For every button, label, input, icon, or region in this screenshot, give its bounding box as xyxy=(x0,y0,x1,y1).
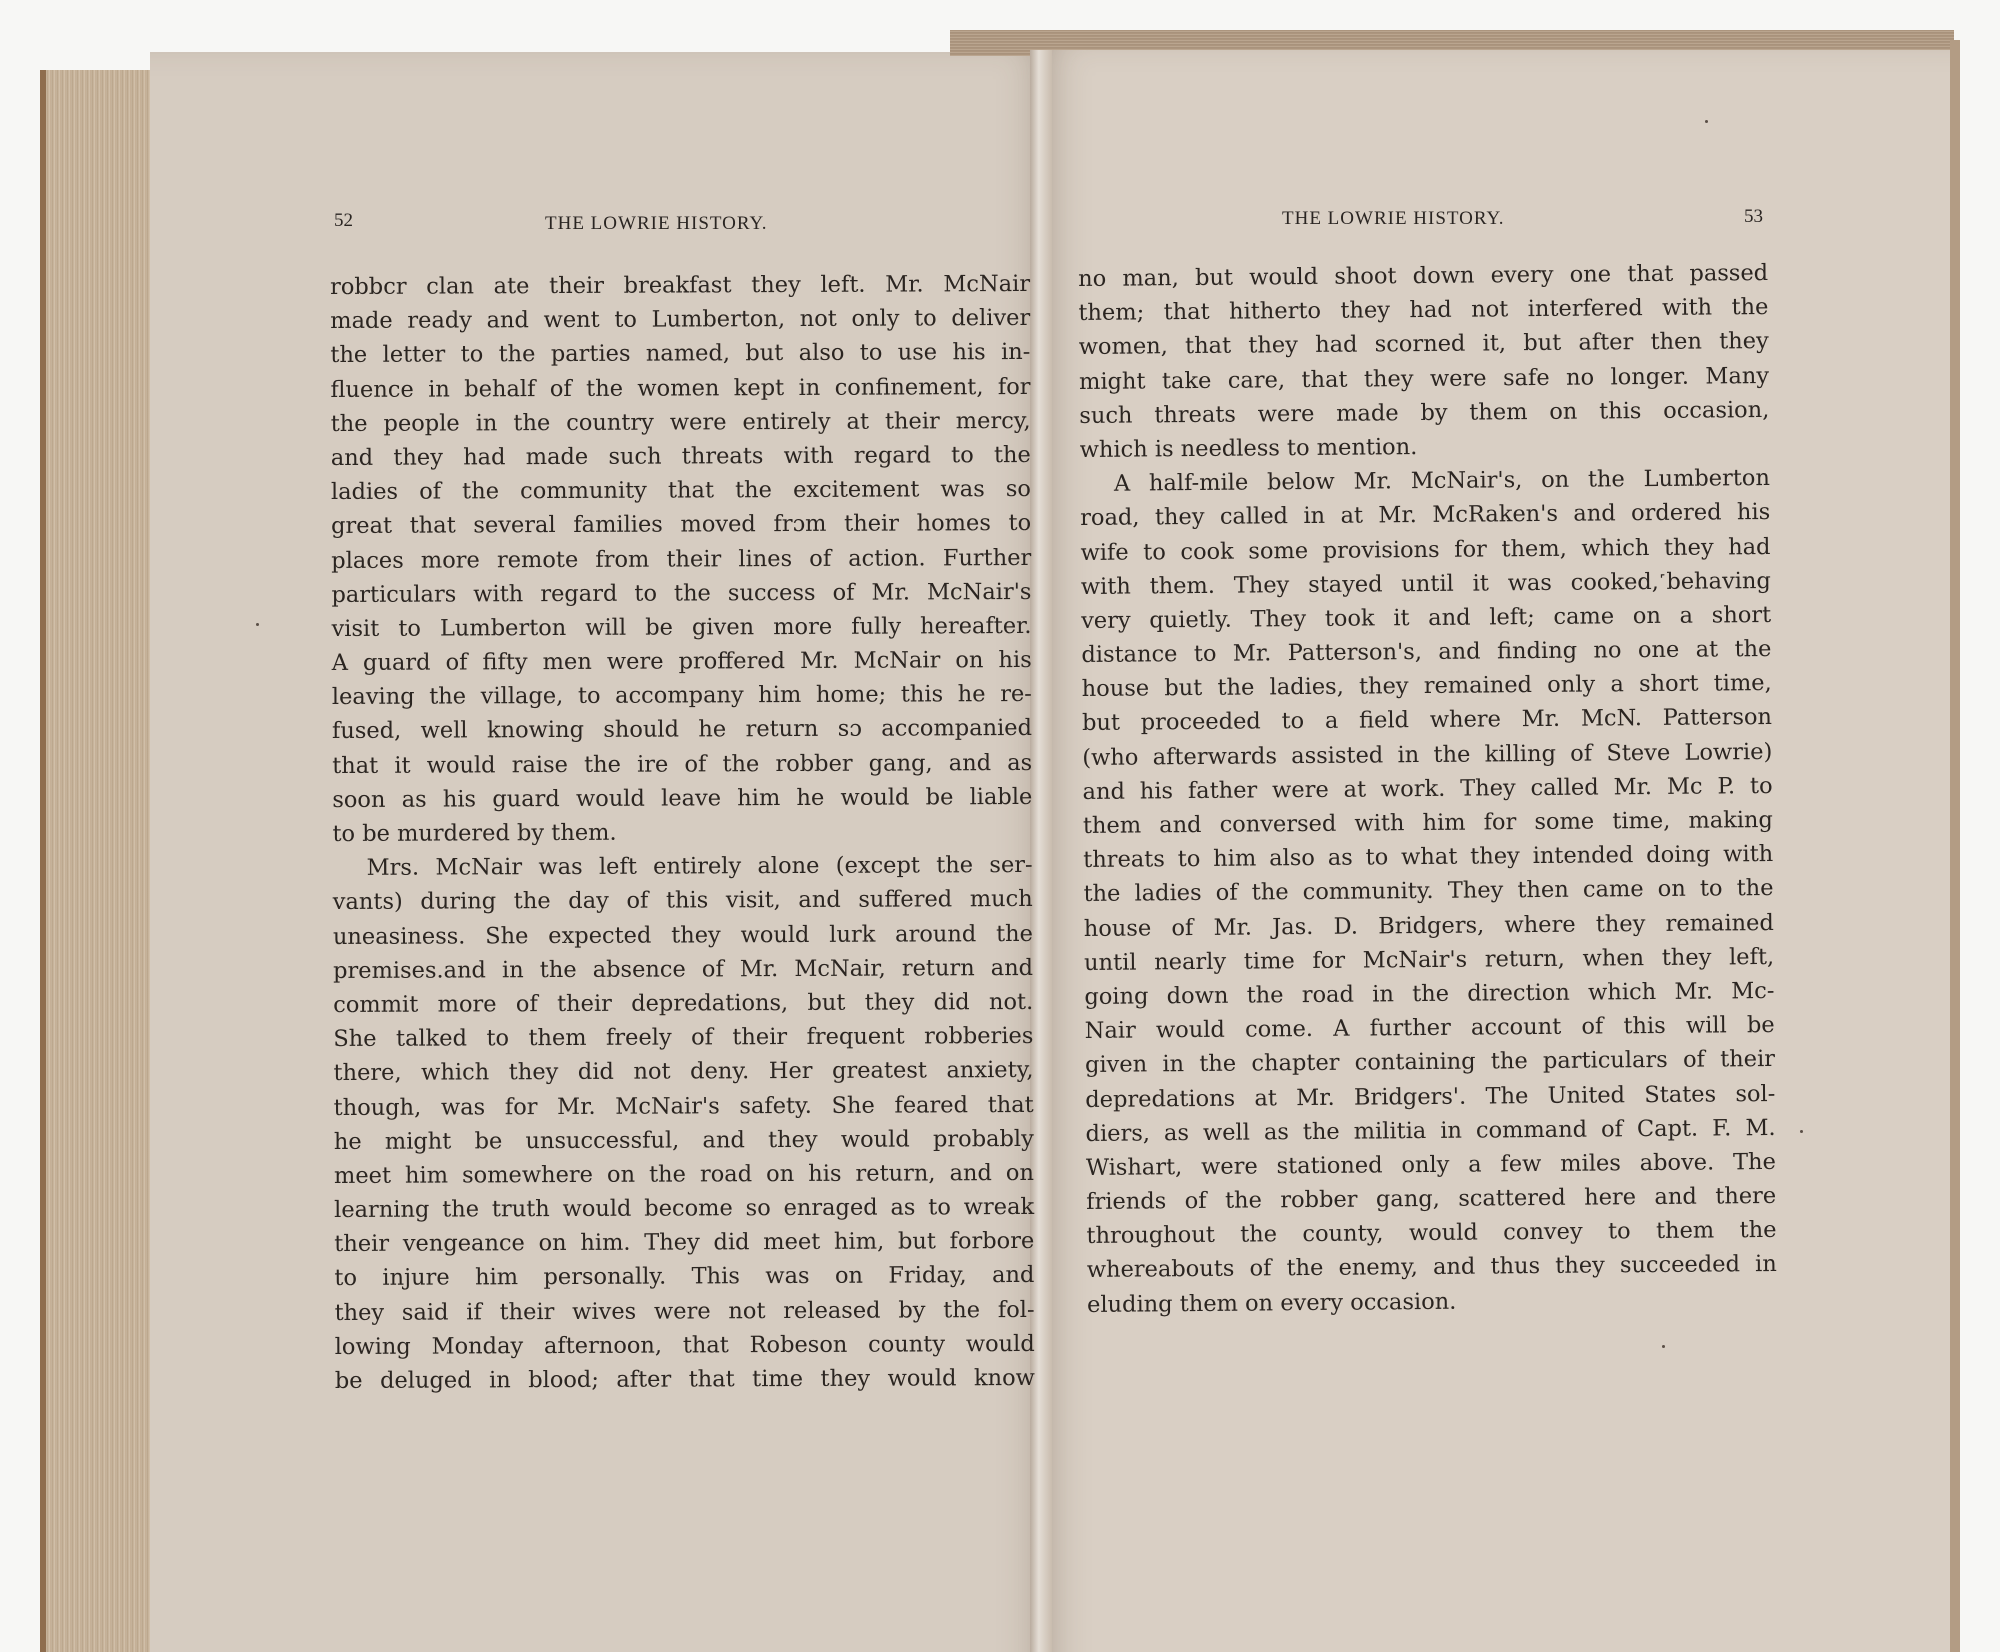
left-running-head: THE LOWRIE HISTORY. xyxy=(545,213,768,234)
text-line: to be murdered by them. xyxy=(332,819,617,847)
text-line: places more remote from their lines of action. Further xyxy=(331,544,1032,574)
text-line: but proceeded to a field where Mr. McN. Patterson xyxy=(1081,704,1773,737)
text-line: A guard of fifty men were proffered Mr. McNair on his xyxy=(331,647,1032,677)
text-line: and they had made such threats with regard to the xyxy=(330,441,1031,471)
text-line: Wishart, were stationed only a few miles above. The xyxy=(1085,1148,1776,1181)
text-line: them and conversed with him for some time, making xyxy=(1082,806,1774,839)
right-running-head: THE LOWRIE HISTORY. xyxy=(1282,208,1505,229)
text-line: depredations at Mr. Bridgers'. The United States sol- xyxy=(1085,1080,1776,1113)
text-line: distance to Mr. Patterson's, and finding no one at the xyxy=(1081,636,1772,669)
text-line: A half-mile below Mr. McNair's, on the Lumberton xyxy=(1113,465,1771,497)
text-line: he might be unsuccessful, and they would probably xyxy=(333,1125,1034,1155)
text-line: house of Mr. Jas. D. Bridgers, where they remained xyxy=(1083,909,1774,942)
left-page-number: 52 xyxy=(334,210,353,231)
text-line: women, that they had scorned it, but after then they xyxy=(1078,328,1769,361)
text-line: (who afterwards assisted in the killing of Steve Lowrie) xyxy=(1082,738,1773,771)
text-line: diers, as well as the militia in command of Capt. F. M. xyxy=(1085,1114,1776,1147)
text-line: that it would raise the ire of the robber gang, and as xyxy=(332,749,1033,779)
text-line: meet him somewhere on the road on his return, and on xyxy=(333,1159,1035,1189)
text-line: house but the ladies, they remained only a short time, xyxy=(1081,670,1772,703)
right-binding-edge xyxy=(1950,40,1960,1652)
text-line: going down the road in the direction which Mr. Mc- xyxy=(1084,977,1775,1010)
text-line: Nair would come. A further account of this will be xyxy=(1084,1012,1775,1045)
text-line: particulars with regard to the success of Mr. McNair's xyxy=(331,578,1032,608)
text-line: made ready and went to Lumberton, not only to deliver xyxy=(330,305,1031,335)
text-line: uneasiness. She expected they would lurk around the xyxy=(332,920,1033,950)
text-line: there, which they did not deny. Her greatest anxiety, xyxy=(333,1057,1034,1087)
text-line: premises.and in the absence of Mr. McNair, return and xyxy=(333,954,1034,984)
text-line: ladies of the community that the excitement was so xyxy=(330,476,1032,506)
left-page-edges xyxy=(40,70,166,1652)
text-line: fluence in behalf of the women kept in confinement, for xyxy=(330,373,1031,403)
text-line: though, was for Mr. McNair's safety. She feared that xyxy=(333,1091,1034,1121)
text-line: the ladies of the community. They then came on to the xyxy=(1083,875,1774,908)
text-line: might take care, that they were safe no longer. Many xyxy=(1078,362,1770,395)
text-line: eluding them on every occasion. xyxy=(1086,1288,1457,1318)
text-line: be deluged in blood; after that time they would know xyxy=(334,1364,1035,1394)
text-line: them; that hitherto they had not interfered with the xyxy=(1078,294,1769,327)
text-line: very quietly. They took it and left; came on a short xyxy=(1081,601,1772,634)
paper-speck xyxy=(1705,120,1708,123)
text-line: no man, but would shoot down every one that passed xyxy=(1078,259,1769,292)
text-line: which is needless to mention. xyxy=(1079,433,1418,463)
text-line: visit to Lumberton will be given more fully hereafter. xyxy=(331,612,1032,642)
text-line: fused, well knowing should he return sɔ accompanied xyxy=(331,715,1033,745)
text-line: road, they called in at Mr. McRaken's and ordered his xyxy=(1080,499,1771,532)
text-line: given in the chapter containing the particulars of their xyxy=(1084,1046,1776,1079)
text-line: the letter to the parties named, but also to use his in- xyxy=(330,339,1031,369)
paper-speck xyxy=(1800,1130,1803,1133)
text-line: the people in the country were entirely at their mercy, xyxy=(330,407,1031,437)
text-line: soon as his guard would leave him he would be liable xyxy=(332,783,1033,813)
text-line: and his father were at work. They called Mr. Mc P. to xyxy=(1082,772,1773,805)
text-line: whereabouts of the enemy, and thus they succeeded in xyxy=(1086,1251,1777,1284)
book-gutter xyxy=(1030,50,1052,1652)
text-line: robbcr clan ate their breakfast they left. Mr. McNair xyxy=(330,270,1031,300)
text-line: to injure him personally. This was on Friday, and xyxy=(334,1262,1035,1292)
text-line: until nearly time for McNair's return, when they left, xyxy=(1084,943,1775,976)
text-line: commit more of their depredations, but they did not. xyxy=(333,988,1034,1018)
text-line: such threats were made by them on this occasion, xyxy=(1079,396,1770,429)
text-line: learning the truth would become so enraged as to wreak xyxy=(334,1193,1035,1224)
text-line: Mrs. McNair was left entirely alone (except the ser- xyxy=(366,852,1033,882)
text-line: throughout the county, would convey to them the xyxy=(1086,1217,1777,1250)
right-page-number: 53 xyxy=(1744,206,1763,227)
text-line: great that several families moved frɔm their homes to xyxy=(331,510,1032,540)
text-line: leaving the village, to accompany him home; this he re- xyxy=(331,681,1032,711)
right-page-text xyxy=(1078,256,1777,1322)
paper-speck xyxy=(256,623,259,626)
left-page-text xyxy=(330,267,1035,1398)
text-line: with them. They stayed until it was cooked,˹behaving xyxy=(1080,567,1771,600)
text-line: wife to cook some provisions for them, which they had xyxy=(1080,533,1771,566)
text-line: lowing Monday afternoon, that Robeson county would xyxy=(334,1330,1035,1360)
text-line: She talked to them freely of their frequent robberies xyxy=(333,1023,1034,1053)
paper-speck xyxy=(1662,1345,1665,1348)
text-line: friends of the robber gang, scattered here and there xyxy=(1086,1183,1777,1216)
text-line: vants) during the day of this visit, and suffered much xyxy=(332,886,1033,916)
text-line: they said if their wives were not released by the fol- xyxy=(334,1296,1035,1326)
text-line: threats to him also as to what they intended doing with xyxy=(1083,841,1774,874)
text-line: their vengeance on him. They did meet him, but forbore xyxy=(334,1228,1035,1258)
